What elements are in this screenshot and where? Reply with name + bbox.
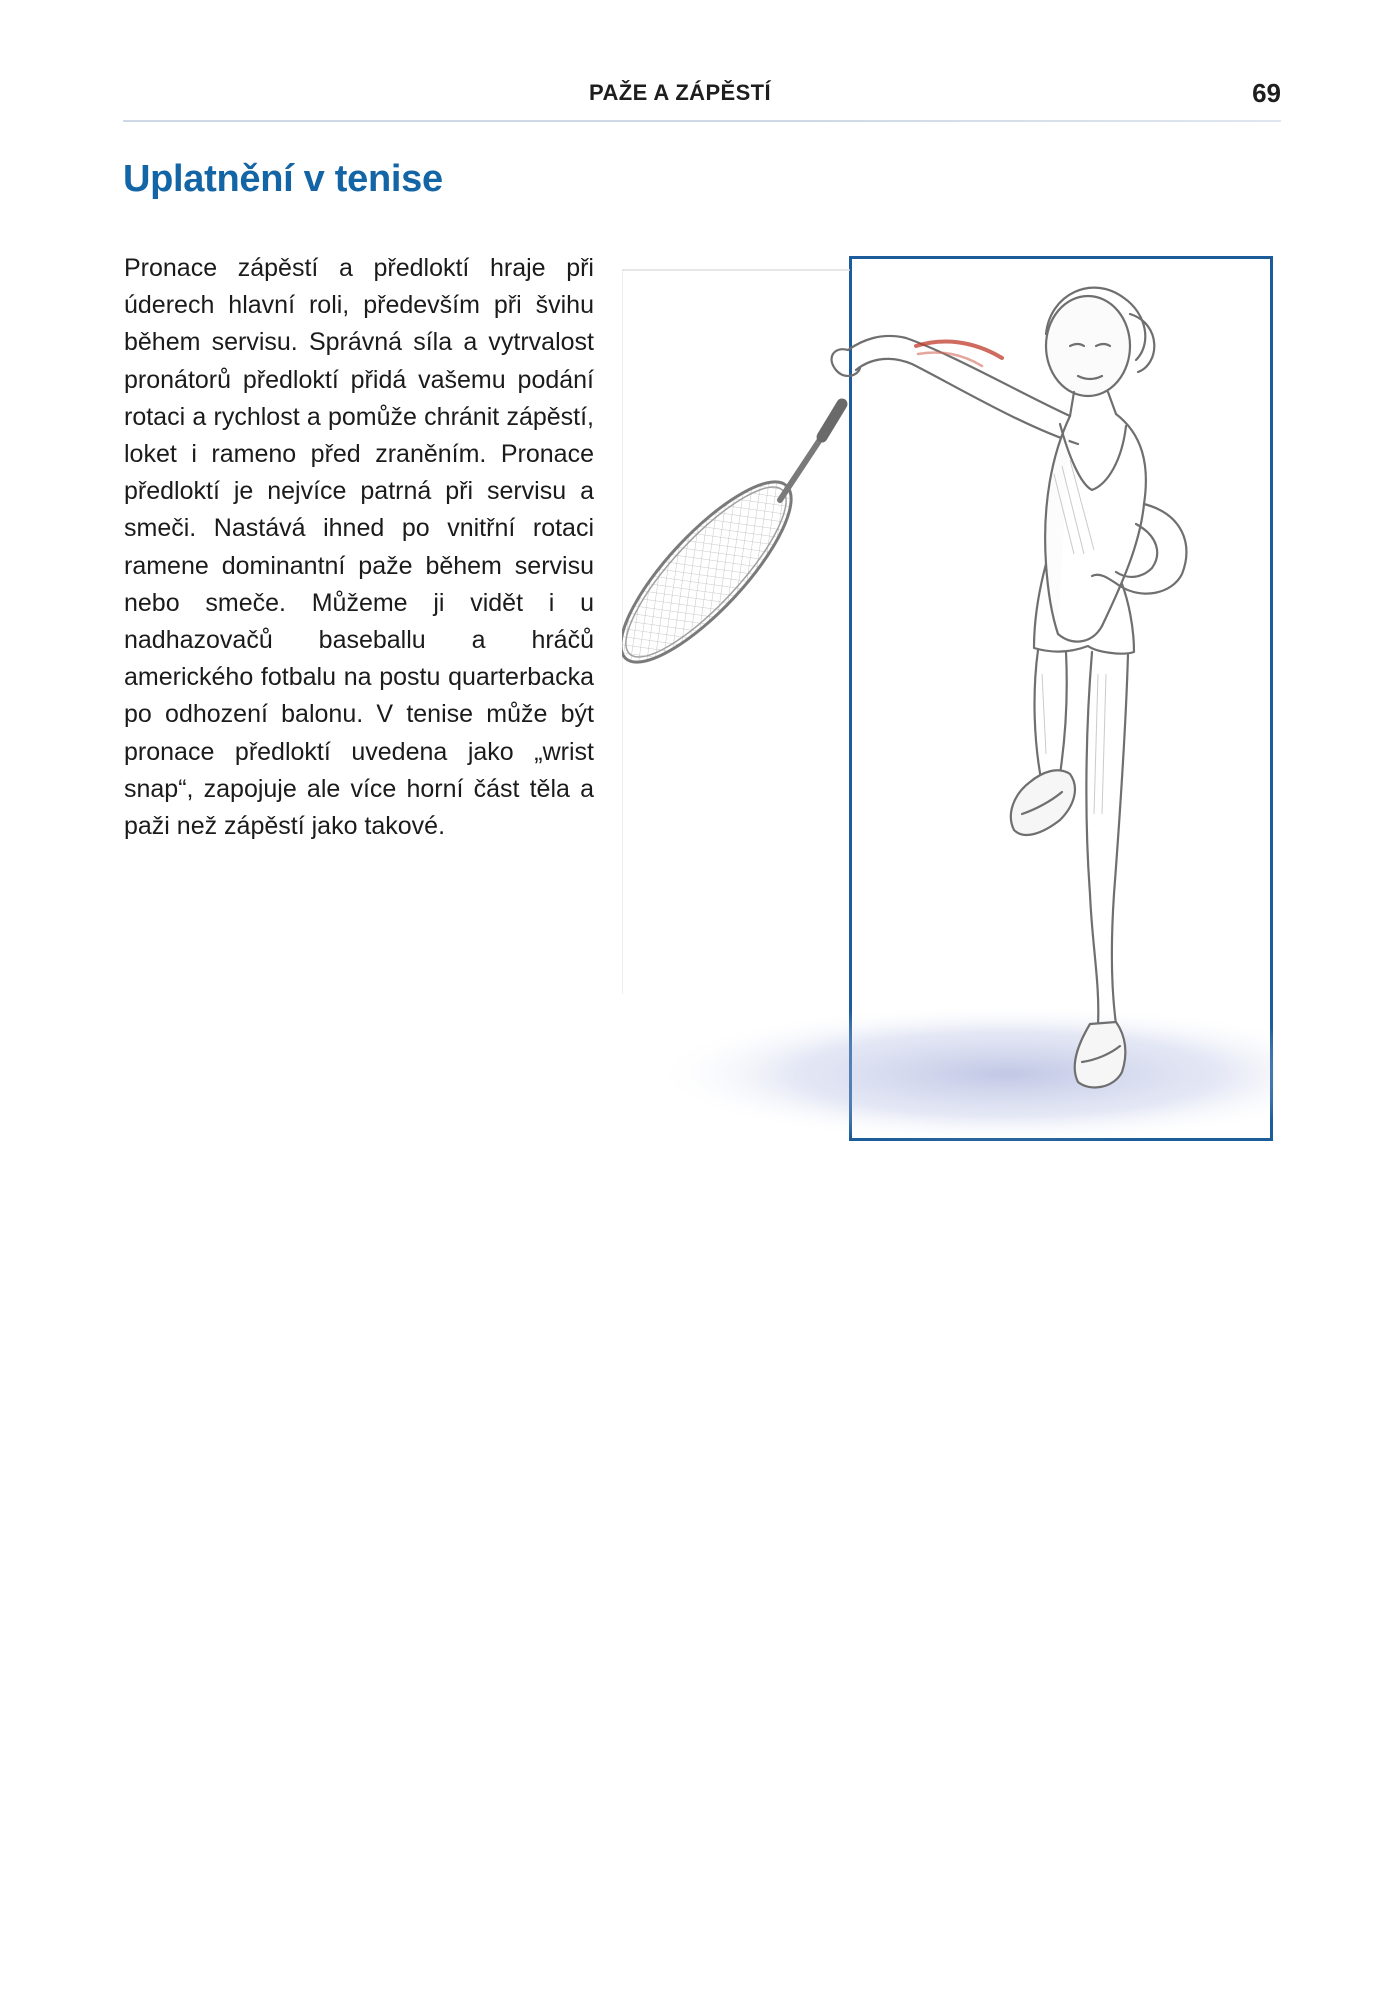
body-paragraph: Pronace zápěstí a předloktí hraje při úderech hlavní roli, především při švihu během servisu. Správná síla a vytrvalost pronátorů předloktí přidá vašemu podání rotaci a rychlost a pomůže chránit zápěstí, loket i rameno před zraněním. Pronace předloktí je nejvíce patrná při servisu a smeči. Nastává ihned po vnitřní rotaci ramene dominantní paže během servisu nebo smeče. Můžeme ji vidět i u nadhazovačů baseballu a hráčů amerického fotbalu na postu quarterbacka po odhození balonu. V tenise může být pronace předloktí uvedena jako „wrist snap“, zapojuje ale více horní část těla a paži než zápěstí jako takové. — [124, 254, 594, 841]
page-number: 69 — [1252, 78, 1281, 108]
running-title: PAŽE A ZÁPĚSTÍ — [589, 80, 772, 105]
header-divider — [123, 120, 1281, 122]
page-header — [123, 70, 1281, 122]
floor-shadow — [652, 1004, 1274, 1144]
player-figure — [832, 288, 1187, 1088]
tennis-player-serve-illustration — [622, 254, 1274, 1220]
racket — [622, 404, 842, 684]
section-title: Uplatnění v tenise — [123, 158, 443, 200]
